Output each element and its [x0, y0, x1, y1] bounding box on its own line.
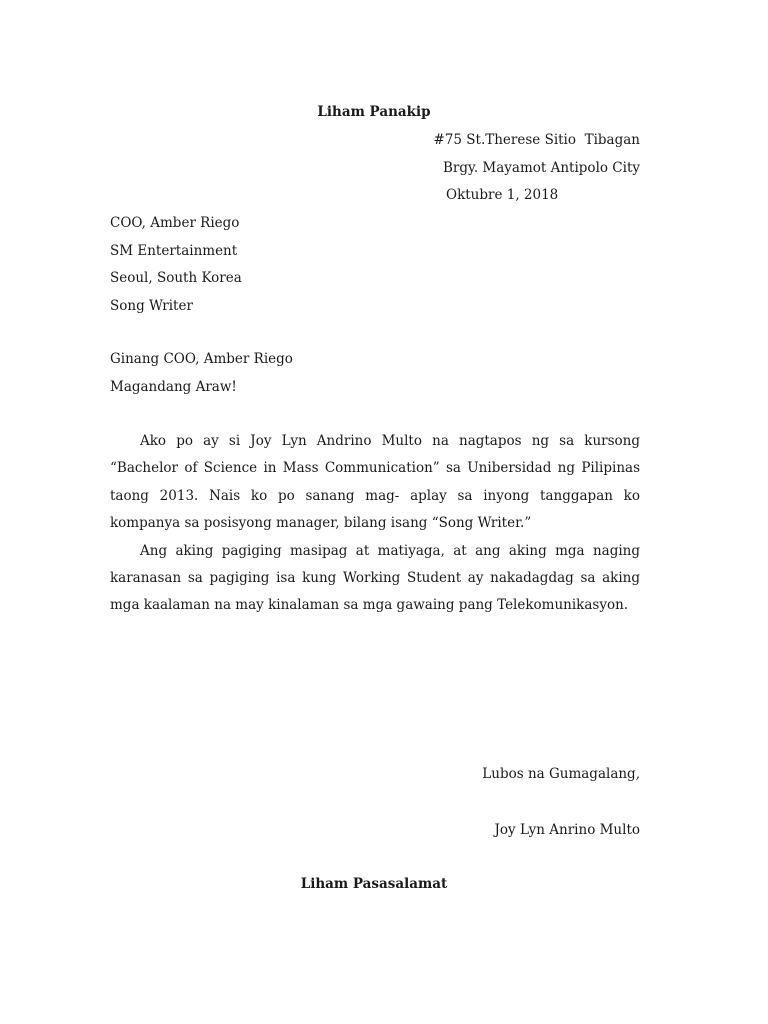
letter-body: [110, 428, 640, 620]
recipient-block: [110, 210, 640, 320]
sender-address-line-1: #75 St.Therese Sitio Tibagan: [433, 132, 640, 148]
body-paragraph: Ako po ay si Joy Lyn Andrino Multo na nagtapos ng sa kursong “Bachelor of Science in Mass Communication” sa Unibersidad ng Pilipinas taong 2013. Nais ko po sanang mag- aplay sa inyong tanggapan ko kompanya sa posisyong manager, bilang isang “Song Writer.”: [110, 433, 640, 532]
recipient-line: Seoul, South Korea: [110, 270, 242, 286]
opening-line: Magandang Araw!: [110, 378, 237, 395]
greeting: Ginang COO, Amber Riego: [110, 351, 293, 367]
recipient-line: Song Writer: [110, 297, 193, 314]
salutation-block: [110, 346, 640, 401]
recipient-line: COO, Amber Riego: [110, 215, 240, 231]
letter-date: Oktubre 1, 2018: [446, 187, 559, 203]
body-paragraph: Ang aking pagiging masipag at matiyaga, at ang aking mga naging karanasan sa pagiging isa kung Working Student ay nakadagdag sa aking mga kaalaman na may kinalaman sa mga gawaing pang Telekomunikasyon.: [110, 542, 640, 614]
signature-name: Joy Lyn Anrino Multo: [494, 822, 640, 838]
sender-address-line-2: Brgy. Mayamot Antipolo City: [442, 160, 640, 176]
next-section-title: Liham Pasasalamat: [300, 876, 448, 892]
recipient-line: SM Entertainment: [110, 242, 238, 259]
letter-title: Liham Panakip: [317, 104, 431, 120]
complimentary-close: Lubos na Gumagalang,: [482, 766, 640, 782]
